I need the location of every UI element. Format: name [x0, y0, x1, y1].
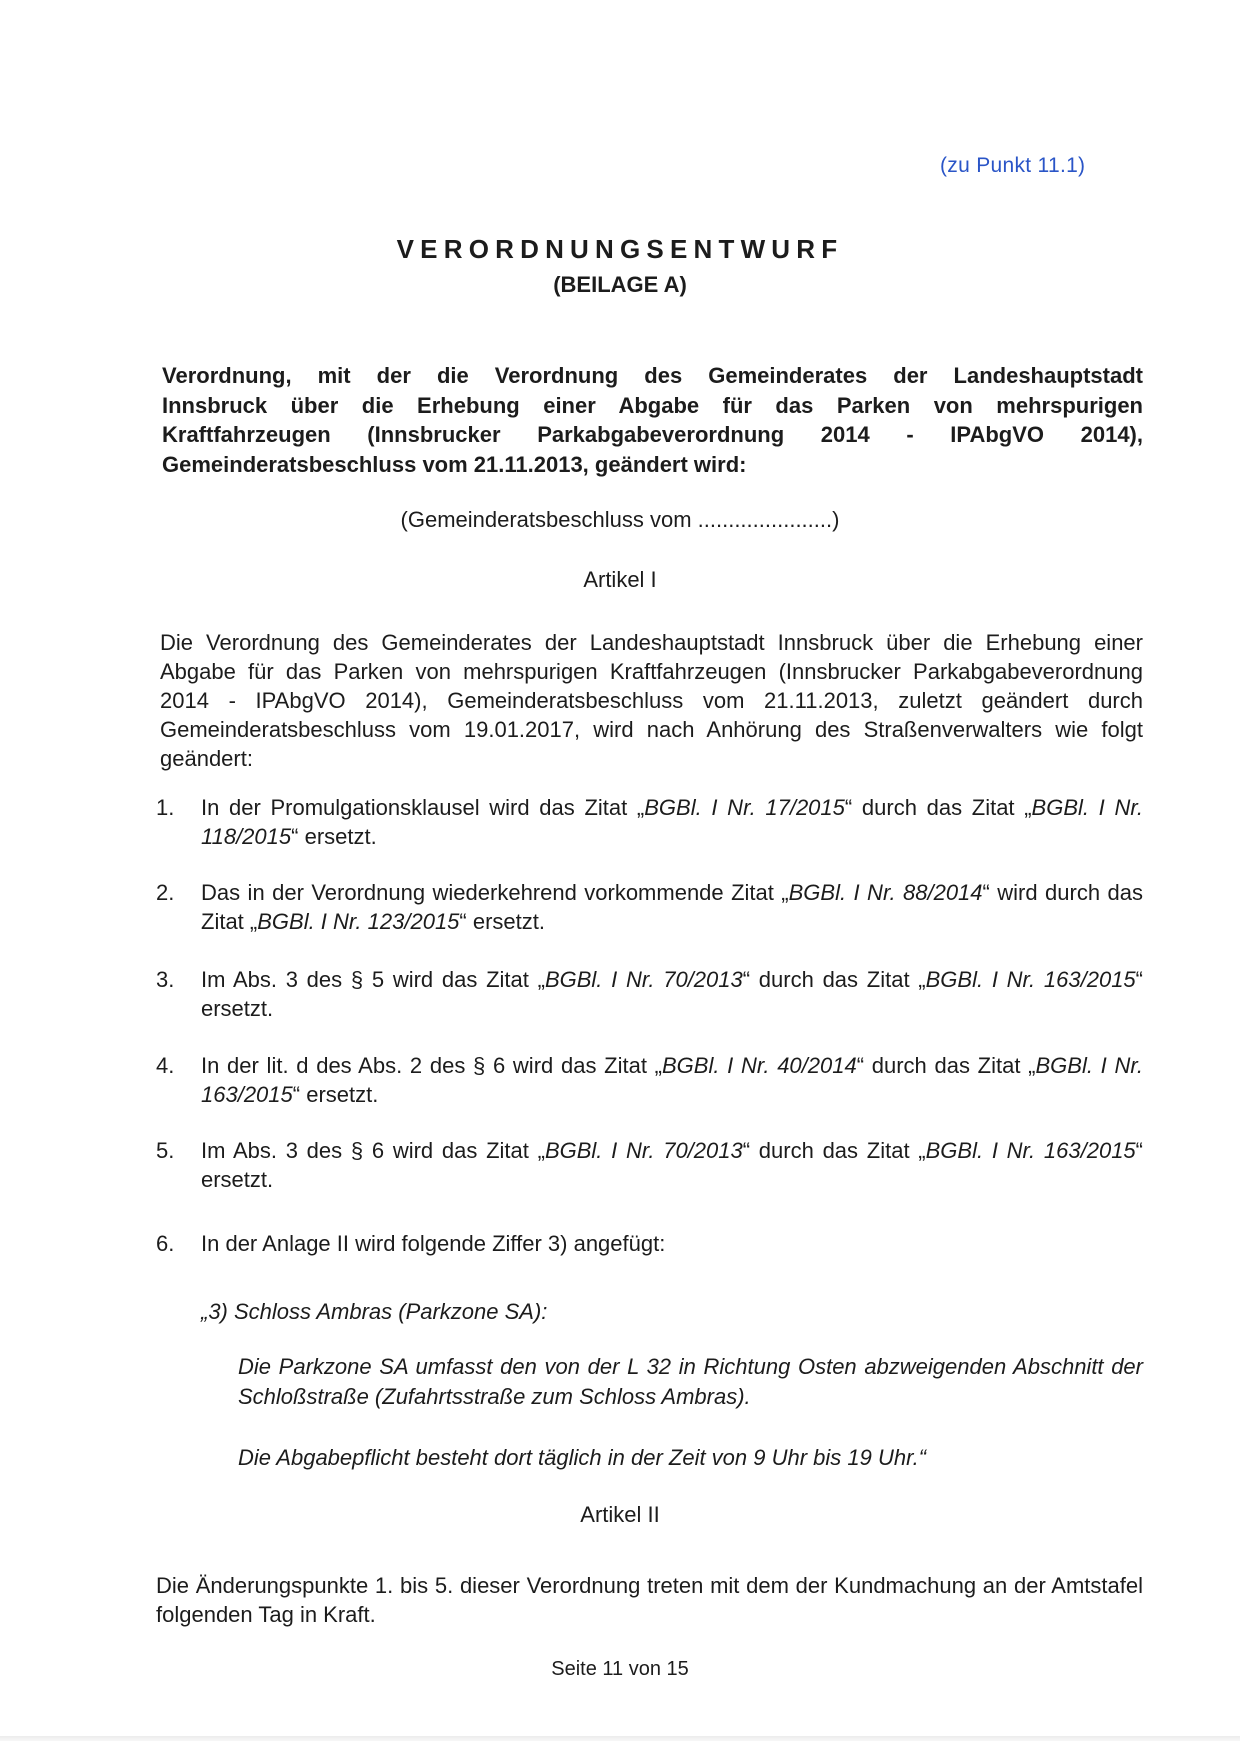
- intro-line: Kraftfahrzeugen (Innsbrucker Parkabgabeverordnung 2014 - IPAbgVO 2014),: [162, 422, 1143, 447]
- item-number: 2.: [156, 880, 175, 905]
- citation-old: BGBl. I Nr. 40/2014: [661, 1053, 857, 1078]
- amendment-item-4: [156, 1051, 1143, 1109]
- amendment-item-1: [156, 793, 1143, 851]
- citation-old: BGBl. I Nr. 17/2015: [644, 795, 845, 820]
- citation-new: BGBl. I Nr. 163/2015: [925, 1138, 1136, 1163]
- citation-new: BGBl. I Nr. 163/2015: [925, 967, 1136, 992]
- item-text: In der Promulgationsklausel wird das Zitat „BGBl. I Nr. 17/2015“ durch das Zitat „BGBl. I Nr. 118/2015“ ersetzt.: [201, 795, 1143, 849]
- regulation-intro: [162, 361, 1143, 479]
- intro-line: Verordnung, mit der die Verordnung des Gemeinderates der Landeshauptstadt: [162, 363, 1143, 388]
- item-number: 5.: [156, 1138, 175, 1163]
- article-1-heading: Artikel I: [583, 567, 657, 592]
- article-2-heading: Artikel II: [580, 1502, 660, 1527]
- citation-new: BGBl. I Nr. 118/2015: [201, 795, 1143, 849]
- item-number: 4.: [156, 1053, 175, 1078]
- citation-new: BGBl. I Nr. 163/2015: [201, 1053, 1143, 1107]
- page-number: Seite 11 von 15: [551, 1658, 689, 1680]
- item-number: 6.: [156, 1231, 175, 1256]
- intro-line: Innsbruck über die Erhebung einer Abgabe für das Parken von mehrspurigen: [162, 392, 1143, 418]
- amendment-item-2: [156, 878, 1143, 936]
- citation-old: BGBl. I Nr. 70/2013: [544, 1138, 743, 1163]
- agenda-reference: (zu Punkt 11.1): [940, 154, 1086, 177]
- citation-old: BGBl. I Nr. 70/2013: [544, 967, 743, 992]
- item-number: 3.: [156, 967, 175, 992]
- intro-line: Gemeinderatsbeschluss vom 21.11.2013, geändert wird:: [162, 451, 747, 477]
- citation-new: BGBl. I Nr. 123/2015: [257, 909, 460, 934]
- parking-zone-hours: Die Abgabepflicht besteht dort täglich in der Zeit von 9 Uhr bis 19 Uhr.“: [238, 1445, 927, 1470]
- document-subtitle: (BEILAGE A): [553, 272, 687, 297]
- item-number: 1.: [156, 795, 175, 820]
- parking-zone-heading: „3) Schloss Ambras (Parkzone SA):: [201, 1299, 548, 1324]
- item-text: Im Abs. 3 des § 5 wird das Zitat „BGBl. I Nr. 70/2013“ durch das Zitat „BGBl. I Nr. 163/2015“ ersetzt.: [201, 967, 1143, 1021]
- item-text: In der lit. d des Abs. 2 des § 6 wird das Zitat „BGBl. I Nr. 40/2014“ durch das Zitat „BGBl. I Nr. 163/2015“ ersetzt.: [201, 1053, 1143, 1107]
- item-text: In der Anlage II wird folgende Ziffer 3) angefügt:: [201, 1231, 666, 1256]
- amendment-item-3: [156, 965, 1143, 1023]
- article-1-body: Die Verordnung des Gemeinderates der Landeshauptstadt Innsbruck über die Erhebung einer Abgabe für das Parken von mehrspurigen Kraftfahrzeugen (Innsbrucker Parkabgabeverordnung 2014 - IPAbgVO 2014), Gemeinderatsbeschluss vom 21.11.2013, zuletzt geändert durch Gemeinderatsbeschluss vom 19.01.2017, wird nach Anhörung des Straßenverwalters wie folgt geändert:: [160, 630, 1143, 771]
- amendment-item-6: [156, 1229, 1143, 1258]
- item-text: Das in der Verordnung wiederkehrend vorkommende Zitat „BGBl. I Nr. 88/2014“ wird durch das Zitat „BGBl. I Nr. 123/2015“ ersetzt.: [201, 880, 1143, 934]
- resolution-date-line: (Gemeinderatsbeschluss vom ......................): [400, 507, 840, 532]
- item-text: Im Abs. 3 des § 6 wird das Zitat „BGBl. I Nr. 70/2013“ durch das Zitat „BGBl. I Nr. 163/2015“ ersetzt.: [201, 1138, 1143, 1192]
- amendment-item-5: [156, 1136, 1143, 1194]
- scan-edge: [0, 1736, 1240, 1741]
- parking-zone-description: Die Parkzone SA umfasst den von der L 32 in Richtung Osten abzweigenden Abschnitt der Schloßstraße (Zufahrtsstraße zum Schloss Ambras).: [238, 1354, 1143, 1409]
- document-title: VERORDNUNGSENTWURF: [396, 234, 844, 264]
- article-2-body: Die Änderungspunkte 1. bis 5. dieser Verordnung treten mit dem der Kundmachung an der Amtstafel folgenden Tag in Kraft.: [156, 1573, 1143, 1627]
- citation-old: BGBl. I Nr. 88/2014: [788, 880, 983, 905]
